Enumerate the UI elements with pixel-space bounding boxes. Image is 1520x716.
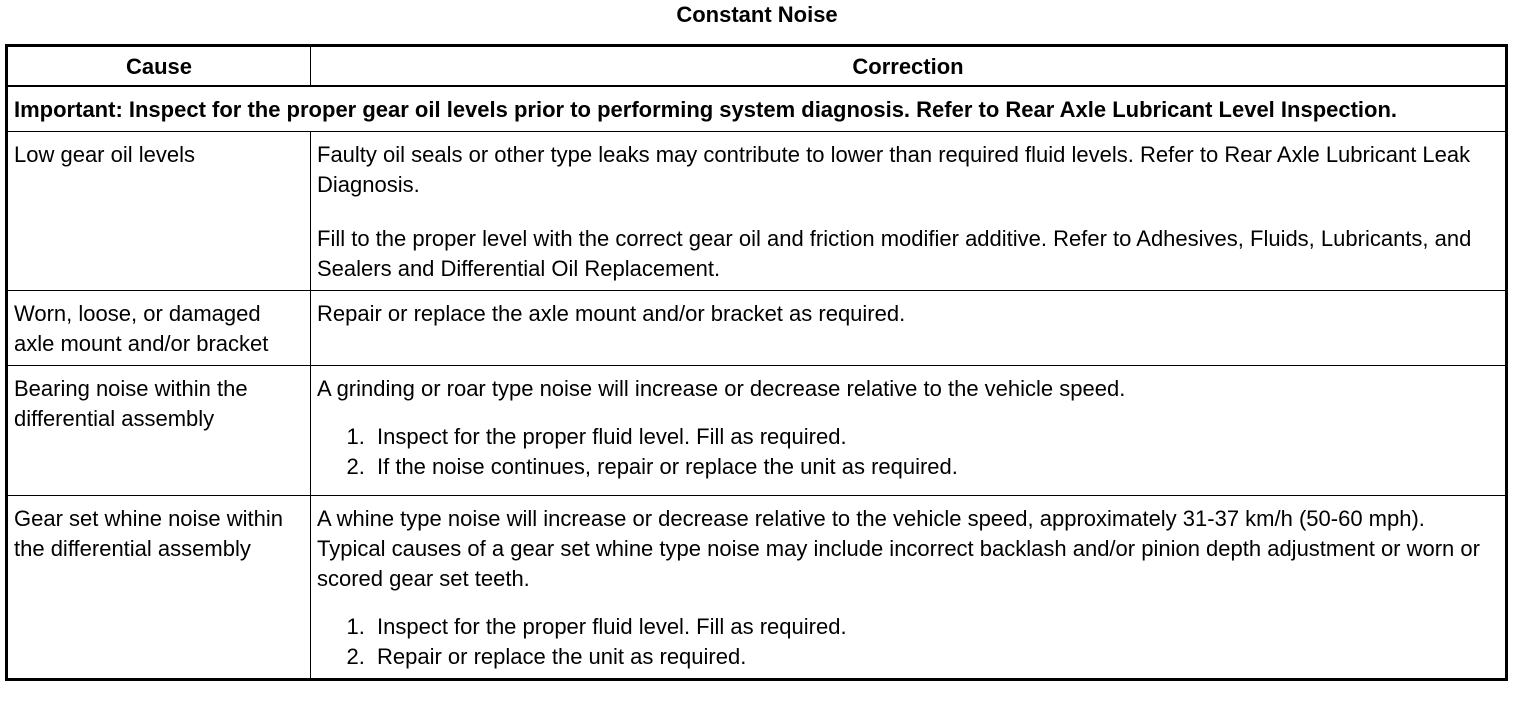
table-row: [7, 496, 1507, 680]
steps-list: [317, 612, 1499, 672]
correction-cell: [311, 132, 1507, 291]
step-item: 2. Repair or replace the unit as required.: [371, 642, 1499, 672]
table-row: [7, 291, 1507, 366]
header-row: [7, 46, 1507, 87]
cause-cell: Bearing noise within the differential assembly: [7, 366, 311, 496]
correction-paragraph: Faulty oil seals or other type leaks may contribute to lower than required fluid levels. Refer to Rear Axle Lubricant Leak Diagnosis.: [317, 142, 1471, 197]
page-title: Constant Noise: [676, 2, 838, 27]
correction-column-header: Correction: [311, 46, 1507, 87]
correction-cell: [311, 291, 1507, 366]
table-row: [7, 132, 1507, 291]
step-item: 2. If the noise continues, repair or replace the unit as required.: [371, 452, 1499, 482]
step-item: 1. Inspect for the proper fluid level. Fill as required.: [371, 612, 1499, 642]
important-note: Important: Inspect for the proper gear oil levels prior to performing system diagnosis. Refer to Rear Axle Lubricant Level Inspection.: [7, 86, 1507, 132]
diagnosis-table: [5, 44, 1508, 681]
correction-cell: [311, 366, 1507, 496]
cause-cell: Worn, loose, or damaged axle mount and/or bracket: [7, 291, 311, 366]
cause-column-header: Cause: [7, 46, 311, 87]
correction-cell: [311, 496, 1507, 680]
important-note-row: [7, 86, 1507, 132]
correction-paragraph: Repair or replace the axle mount and/or bracket as required.: [317, 301, 906, 326]
cause-cell: Gear set whine noise within the differential assembly: [7, 496, 311, 680]
steps-list: [317, 422, 1499, 482]
table-row: [7, 366, 1507, 496]
correction-paragraph: A grinding or roar type noise will increase or decrease relative to the vehicle speed.: [317, 376, 1126, 401]
step-item: 1. Inspect for the proper fluid level. Fill as required.: [371, 422, 1499, 452]
correction-paragraph: Fill to the proper level with the correct gear oil and friction modifier additive. Refer to Adhesives, Fluids, Lubricants, and Sealers and Differential Oil Replacement.: [317, 226, 1472, 281]
cause-cell: Low gear oil levels: [7, 132, 311, 291]
correction-paragraph: A whine type noise will increase or decrease relative to the vehicle speed, approximately 31-37 km/h (50-60 mph). Typical causes of a gear set whine type noise may include incorrect backlash and/or pinion depth adjustment or worn or scored gear set teeth.: [317, 506, 1480, 591]
